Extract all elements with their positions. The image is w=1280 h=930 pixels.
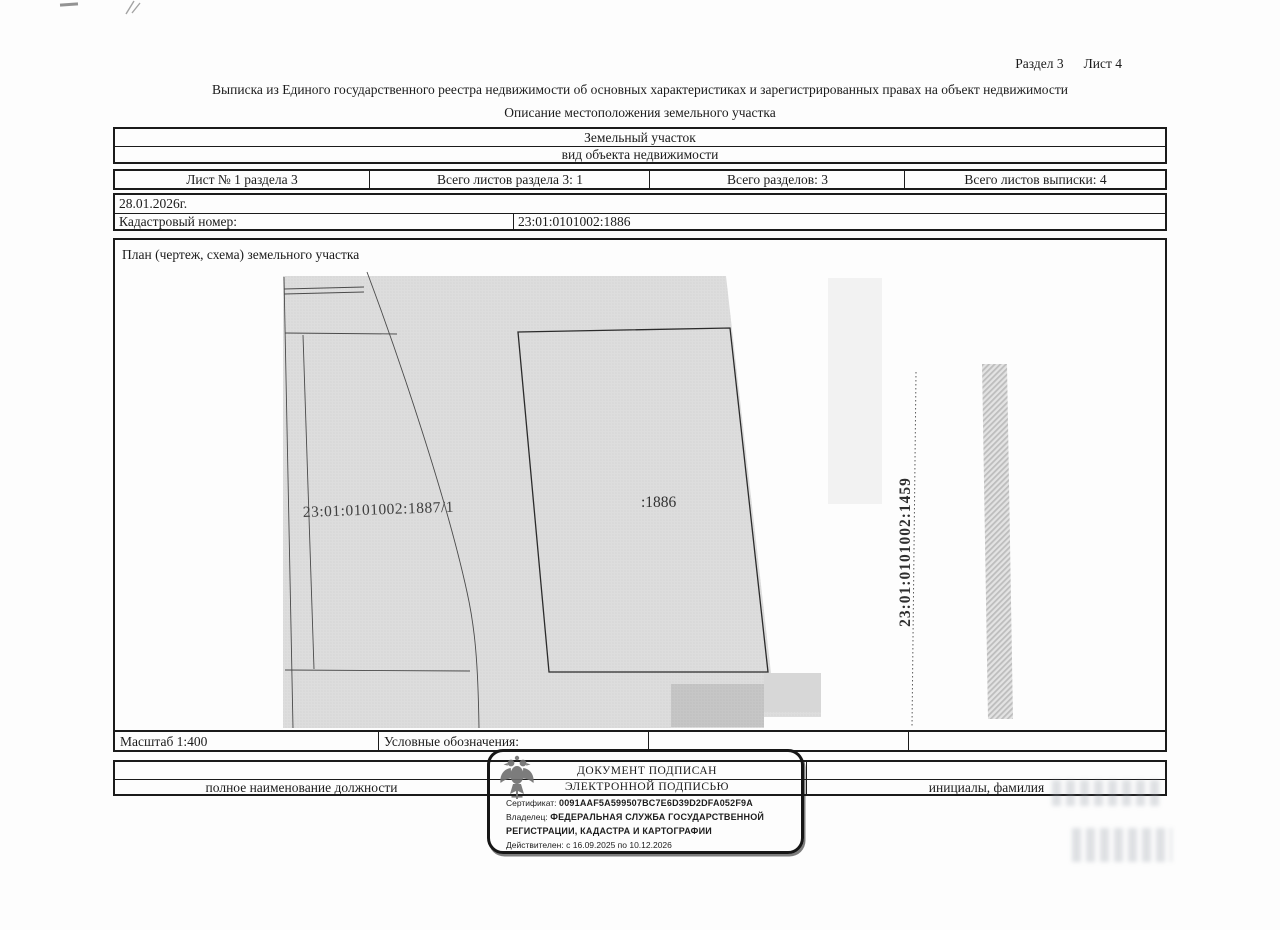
owner-value-line1: ФЕДЕРАЛЬНАЯ СЛУЖБА ГОСУДАРСТВЕННОЙ: [550, 812, 765, 822]
sheet-number-cell: Лист № 1 раздела 3: [186, 172, 298, 187]
section-label: Раздел 3: [1015, 56, 1064, 71]
owner-value-line2: РЕГИСТРАЦИИ, КАДАСТРА И КАРТОГРАФИИ: [506, 826, 712, 836]
scan-ghost-text: [1072, 828, 1172, 862]
certificate-label: Сертификат:: [506, 798, 557, 808]
document-subtitle: Описание местоположения земельного участка: [504, 105, 776, 120]
owner-label: Владелец:: [506, 812, 548, 822]
object-kind-caption: вид объекта недвижимости: [561, 147, 719, 162]
double-headed-eagle-icon: [497, 754, 537, 800]
total-extract-sheets-cell: Всего листов выписки: 4: [964, 172, 1107, 187]
document-title: Выписка из Единого государственного реестра недвижимости об основных характеристиках и зарегистрированных правах на объект недвижимости: [212, 82, 1068, 97]
certificate-line: [506, 798, 753, 808]
main-parcel-label: :1886: [641, 494, 677, 511]
section-sheet-header: [1015, 56, 1122, 72]
total-section-sheets-cell: Всего листов раздела 3: 1: [436, 172, 584, 187]
stamp-line1: ДОКУМЕНТ ПОДПИСАН: [577, 765, 717, 777]
cadastral-number-value: 23:01:0101002:1886: [518, 214, 631, 229]
sheets-summary-row: [113, 169, 1167, 190]
table-divider: [649, 171, 650, 188]
plan-caption: План (чертеж, схема) земельного участка: [122, 247, 360, 262]
position-caption: полное наименование должности: [205, 780, 398, 795]
validity-label: Действителен:: [506, 840, 564, 850]
scale-label: Масштаб 1:400: [120, 734, 208, 749]
land-plot-plan-drawing: [115, 240, 1165, 730]
scan-mark-handwriting: [124, 0, 142, 15]
table-divider: [908, 732, 909, 750]
right-parcel-label: 23:01:0101002:1459: [897, 477, 914, 627]
name-caption: инициалы, фамилия: [928, 780, 1045, 795]
object-kind-value: Земельный участок: [584, 130, 696, 145]
adjacent-parcel-dark: [671, 684, 764, 727]
cadastral-number-label: Кадастровый номер:: [119, 214, 238, 229]
stamp-line2: ЭЛЕКТРОННОЙ ПОДПИСЬЮ: [565, 781, 729, 793]
owner-line2: [506, 826, 712, 836]
adjacent-parcel-light: [764, 673, 821, 712]
cadastral-table: [113, 193, 1167, 231]
validity-value: с 16.09.2025 по 10.12.2026: [566, 840, 672, 850]
scan-ghost-text: [1052, 780, 1164, 806]
digital-signature-stamp: [487, 749, 804, 854]
table-divider: [369, 171, 370, 188]
table-divider: [648, 732, 649, 750]
table-divider: [513, 213, 514, 229]
scale-legend-row: [115, 730, 1165, 750]
object-kind-table: [113, 127, 1167, 164]
certificate-value: 0091AAF5A599507BC7E6D39D2DFA052F9A: [559, 798, 753, 808]
table-divider: [378, 732, 379, 750]
validity-line: [506, 840, 672, 850]
total-sections-cell: Всего разделов: 3: [727, 172, 828, 187]
hatched-strip-parcel: [982, 364, 1013, 719]
extract-date: 28.01.2026г.: [119, 196, 188, 211]
scan-mark-dash: [60, 2, 78, 6]
table-divider: [806, 762, 807, 794]
owner-line: [506, 812, 764, 822]
left-parcel-label: 23:01:0101002:1887/1: [302, 498, 455, 521]
legend-label: Условные обозначения:: [384, 734, 520, 749]
plan-box: [113, 238, 1167, 752]
table-divider: [904, 171, 905, 188]
sheet-label: Лист 4: [1083, 56, 1122, 71]
faint-parcel-band: [828, 278, 882, 504]
